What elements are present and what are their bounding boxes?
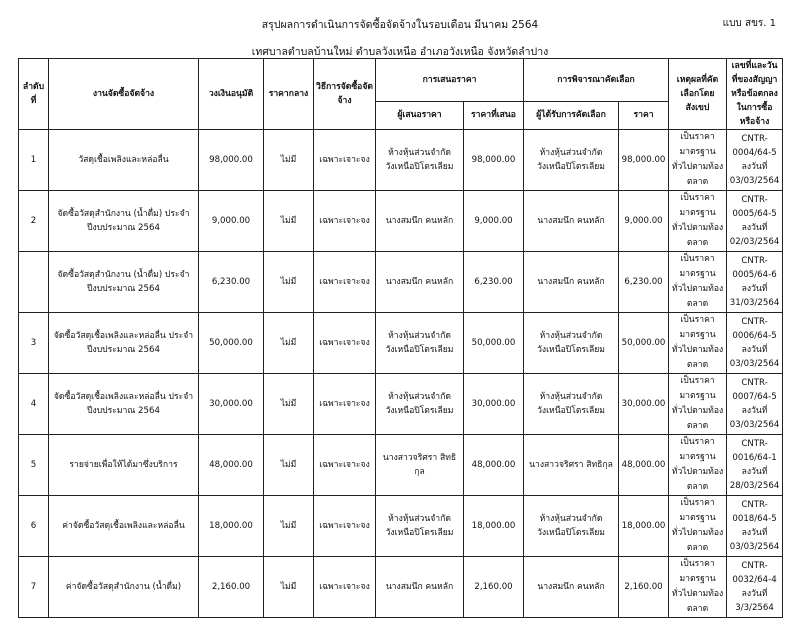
row-offer-price: 98,000.00	[464, 130, 524, 191]
row-item: ค่าจัดซื้อวัสดุเชื้อเพลิงและหล่อลื่น	[49, 496, 199, 557]
row-item: จัดซื้อวัสดุเชื้อเพลิงและหล่อลื่น ประจำปีงบประมาณ 2564	[49, 313, 199, 374]
col-median: ราคากลาง	[264, 59, 314, 130]
col-select-price: ราคา	[619, 101, 669, 129]
row-select-price: 50,000.00	[619, 313, 669, 374]
row-method: เฉพาะเจาะจง	[314, 252, 376, 313]
row-no: 3	[19, 313, 49, 374]
row-no: 7	[19, 557, 49, 618]
row-reason: เป็นราคามาตรฐานทั่วไปตามท้องตลาด	[669, 557, 727, 618]
row-no: 1	[19, 130, 49, 191]
row-budget: 9,000.00	[199, 191, 264, 252]
row-select-price: 98,000.00	[619, 130, 669, 191]
col-item: งานจัดซื้อจัดจ้าง	[49, 59, 199, 130]
col-offer-price: ราคาที่เสนอ	[464, 101, 524, 129]
row-item: จัดซื้อวัสดุเชื้อเพลิงและหล่อลื่น ประจำปีงบประมาณ 2564	[49, 374, 199, 435]
col-no: ลำดับที่	[19, 59, 49, 130]
col-contract: เลขที่และวันที่ของสัญญาหรือข้อตกลงในการซื้อหรือจ้าง	[727, 59, 783, 130]
row-reason: เป็นราคามาตรฐานทั่วไปตามท้องตลาด	[669, 496, 727, 557]
row-budget: 2,160.00	[199, 557, 264, 618]
row-select-vendor: ห้างหุ้นส่วนจำกัด วังเหนือปิโตรเลียม	[524, 130, 619, 191]
row-offer-price: 50,000.00	[464, 313, 524, 374]
row-select-vendor: ห้างหุ้นส่วนจำกัด วังเหนือปิโตรเลียม	[524, 374, 619, 435]
row-budget: 48,000.00	[199, 435, 264, 496]
col-offer-vendor: ผู้เสนอราคา	[376, 101, 464, 129]
row-no: 4	[19, 374, 49, 435]
row-select-price: 6,230.00	[619, 252, 669, 313]
row-select-vendor: นางสมนึก คนหลัก	[524, 557, 619, 618]
col-budget: วงเงินอนุมัติ	[199, 59, 264, 130]
row-reason: เป็นราคามาตรฐานทั่วไปตามท้องตลาด	[669, 252, 727, 313]
col-offer: การเสนอราคา	[376, 59, 524, 102]
row-offer-vendor: ห้างหุ้นส่วนจำกัด วังเหนือปิโตรเลียม	[376, 313, 464, 374]
row-select-vendor: นางสมนึก คนหลัก	[524, 191, 619, 252]
row-method: เฉพาะเจาะจง	[314, 374, 376, 435]
col-method: วิธีการจัดซื้อจัดจ้าง	[314, 59, 376, 130]
row-contract: CNTR-0016/64-1 ลงวันที่ 28/03/2564	[727, 435, 783, 496]
row-median: ไม่มี	[264, 557, 314, 618]
row-budget: 30,000.00	[199, 374, 264, 435]
row-item: วัสดุเชื้อเพลิงและหล่อลื่น	[49, 130, 199, 191]
page-title: สรุปผลการดำเนินการจัดซื้อจัดจ้างในรอบเดือน มีนาคม 2564	[261, 19, 539, 31]
row-method: เฉพาะเจาะจง	[314, 130, 376, 191]
row-median: ไม่มี	[264, 313, 314, 374]
row-select-price: 30,000.00	[619, 374, 669, 435]
row-item: ค่าจัดซื้อวัสดุสำนักงาน (น้ำดื่ม)	[49, 557, 199, 618]
page-subtitle: เทศบาลตำบลบ้านใหม่ ตำบลวังเหนือ อำเภอวังเหนือ จังหวัดลำปาง	[251, 46, 549, 58]
row-offer-price: 18,000.00	[464, 496, 524, 557]
table-row	[19, 374, 783, 435]
row-select-price: 2,160.00	[619, 557, 669, 618]
form-code: แบบ สขร. 1	[722, 18, 776, 29]
row-item: รายจ่ายเพื่อให้ได้มาซึ่งบริการ	[49, 435, 199, 496]
row-item: จัดซื้อวัสดุสำนักงาน (น้ำดื่ม) ประจำปีงบประมาณ 2564	[49, 191, 199, 252]
row-budget: 98,000.00	[199, 130, 264, 191]
row-select-price: 48,000.00	[619, 435, 669, 496]
row-select-price: 9,000.00	[619, 191, 669, 252]
row-budget: 6,230.00	[199, 252, 264, 313]
col-reason: เหตุผลที่คัดเลือกโดยสังเขป	[669, 59, 727, 130]
row-offer-vendor: นางสาวจริศรา สิทธิกุล	[376, 435, 464, 496]
row-contract: CNTR-0004/64-5 ลงวันที่ 03/03/2564	[727, 130, 783, 191]
row-select-vendor: นางสมนึก คนหลัก	[524, 252, 619, 313]
table-row	[19, 130, 783, 191]
row-offer-price: 30,000.00	[464, 374, 524, 435]
row-select-vendor: ห้างหุ้นส่วนจำกัด วังเหนือปิโตรเลียม	[524, 313, 619, 374]
row-median: ไม่มี	[264, 496, 314, 557]
row-offer-price: 2,160.00	[464, 557, 524, 618]
row-offer-price: 6,230.00	[464, 252, 524, 313]
row-contract: CNTR-0007/64-5 ลงวันที่ 03/03/2564	[727, 374, 783, 435]
row-offer-vendor: ห้างหุ้นส่วนจำกัด วังเหนือปิโตรเลียม	[376, 496, 464, 557]
row-median: ไม่มี	[264, 191, 314, 252]
row-contract: CNTR-0006/64-5 ลงวันที่ 03/03/2564	[727, 313, 783, 374]
row-reason: เป็นราคามาตรฐานทั่วไปตามท้องตลาด	[669, 191, 727, 252]
table-row	[19, 252, 783, 313]
row-offer-price: 9,000.00	[464, 191, 524, 252]
row-offer-vendor: นางสมนึก คนหลัก	[376, 191, 464, 252]
row-budget: 50,000.00	[199, 313, 264, 374]
col-select-vendor: ผู้ได้รับการคัดเลือก	[524, 101, 619, 129]
row-median: ไม่มี	[264, 374, 314, 435]
row-select-price: 18,000.00	[619, 496, 669, 557]
table-row	[19, 313, 783, 374]
row-contract: CNTR-0032/64-4 ลงวันที่ 3/3/2564	[727, 557, 783, 618]
row-select-vendor: ห้างหุ้นส่วนจำกัด วังเหนือปิโตรเลียม	[524, 496, 619, 557]
row-no: 2	[19, 191, 49, 252]
row-median: ไม่มี	[264, 435, 314, 496]
table-row	[19, 435, 783, 496]
row-offer-price: 48,000.00	[464, 435, 524, 496]
row-method: เฉพาะเจาะจง	[314, 435, 376, 496]
row-contract: CNTR-0005/64-6 ลงวันที่ 31/03/2564	[727, 252, 783, 313]
row-reason: เป็นราคามาตรฐานทั่วไปตามท้องตลาด	[669, 435, 727, 496]
row-offer-vendor: นางสมนึก คนหลัก	[376, 557, 464, 618]
row-contract: CNTR-0005/64-5 ลงวันที่ 02/03/2564	[727, 191, 783, 252]
row-item: จัดซื้อวัสดุสำนักงาน (น้ำดื่ม) ประจำปีงบประมาณ 2564	[49, 252, 199, 313]
row-offer-vendor: ห้างหุ้นส่วนจำกัด วังเหนือปิโตรเลียม	[376, 130, 464, 191]
table-row	[19, 557, 783, 618]
row-no: 5	[19, 435, 49, 496]
row-no	[19, 252, 49, 313]
row-offer-vendor: นางสมนึก คนหลัก	[376, 252, 464, 313]
row-median: ไม่มี	[264, 252, 314, 313]
row-select-vendor: นางสาวจริศรา สิทธิกุล	[524, 435, 619, 496]
row-offer-vendor: ห้างหุ้นส่วนจำกัด วังเหนือปิโตรเลียม	[376, 374, 464, 435]
table-row	[19, 496, 783, 557]
row-contract: CNTR-0018/64-5 ลงวันที่ 03/03/2564	[727, 496, 783, 557]
row-reason: เป็นราคามาตรฐานทั่วไปตามท้องตลาด	[669, 313, 727, 374]
row-method: เฉพาะเจาะจง	[314, 191, 376, 252]
row-method: เฉพาะเจาะจง	[314, 557, 376, 618]
row-method: เฉพาะเจาะจง	[314, 313, 376, 374]
row-method: เฉพาะเจาะจง	[314, 496, 376, 557]
table-row	[19, 191, 783, 252]
row-no: 6	[19, 496, 49, 557]
procurement-table	[18, 58, 783, 618]
row-budget: 18,000.00	[199, 496, 264, 557]
row-reason: เป็นราคามาตรฐานทั่วไปตามท้องตลาด	[669, 374, 727, 435]
row-reason: เป็นราคามาตรฐานทั่วไปตามท้องตลาด	[669, 130, 727, 191]
row-median: ไม่มี	[264, 130, 314, 191]
col-select: การพิจารณาคัดเลือก	[524, 59, 669, 102]
